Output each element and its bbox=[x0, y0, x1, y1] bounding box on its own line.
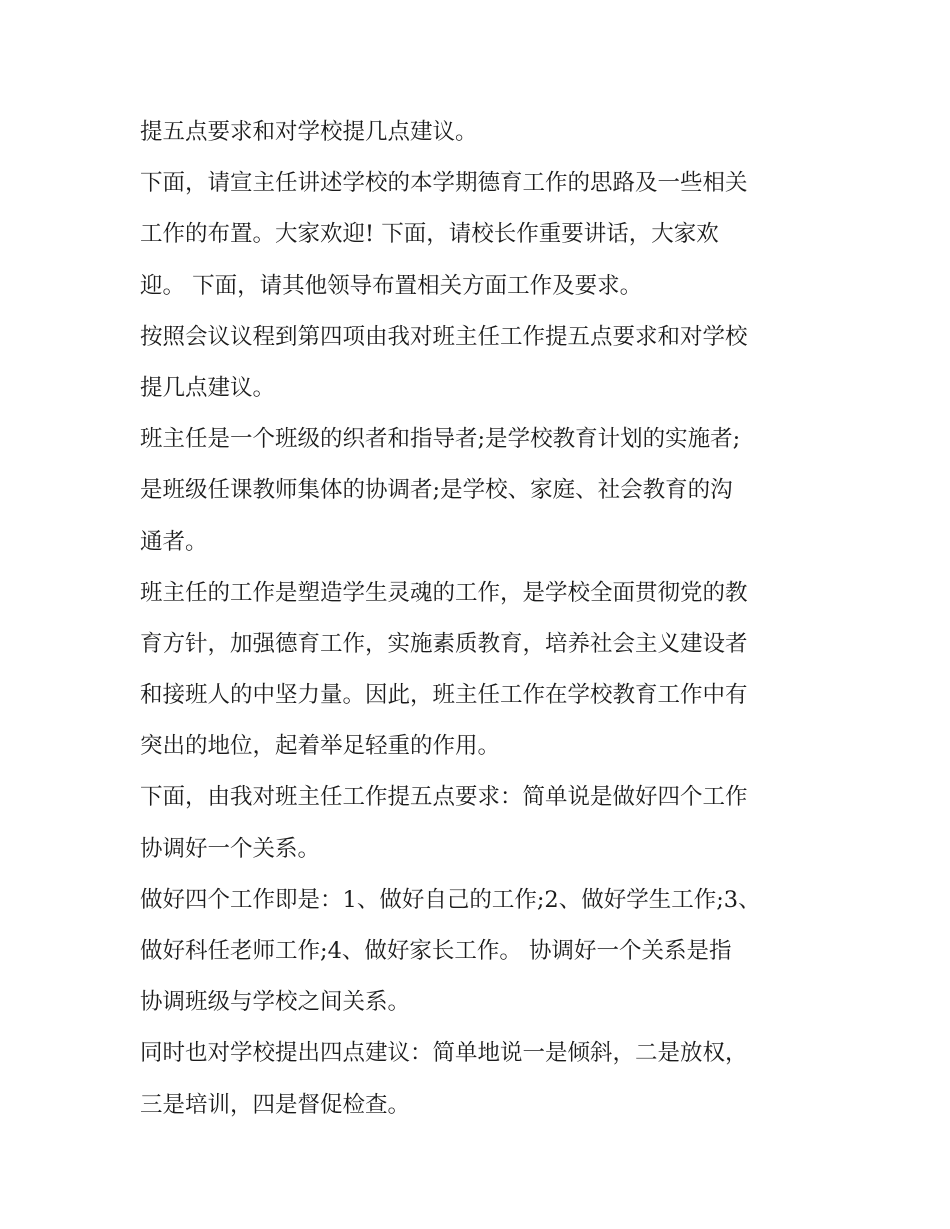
text-line: 协调班级与学校之间关系。 bbox=[140, 989, 411, 1016]
text-line: 协调好一个关系。 bbox=[140, 835, 321, 862]
text-line: 育方针，加强德育工作，实施素质教育，培养社会主义建设者 bbox=[140, 630, 748, 657]
text-line: 按照会议议程到第四项由我对班主任工作提五点要求和对学校 bbox=[140, 323, 748, 350]
text-line: 工作的布置。大家欢迎! 下面，请校长作重要讲话，大家欢 bbox=[140, 221, 719, 248]
text-line: 突出的地位，起着举足轻重的作用。 bbox=[140, 733, 501, 760]
text-line: 做好四个工作即是：1、做好自己的工作;2、做好学生工作;3、 bbox=[140, 886, 761, 913]
text-line: 迎。 下面，请其他领导布置相关方面工作及要求。 bbox=[140, 272, 643, 299]
text-line: 提几点建议。 bbox=[140, 374, 276, 401]
text-line: 做好科任老师工作;4、做好家长工作。 协调好一个关系是指 bbox=[140, 938, 732, 964]
text-line: 和接班人的中坚力量。因此，班主任工作在学校教育工作中有 bbox=[140, 682, 748, 709]
text-line: 通者。 bbox=[140, 528, 208, 555]
text-line: 班主任的工作是塑造学生灵魂的工作，是学校全面贯彻党的教 bbox=[140, 579, 748, 606]
text-line: 是班级任课教师集体的协调者;是学校、家庭、社会教育的沟 bbox=[140, 477, 733, 504]
text-line: 提五点要求和对学校提几点建议。 bbox=[140, 119, 478, 145]
text-line: 下面，请宣主任讲述学校的本学期德育工作的思路及一些相关 bbox=[140, 170, 748, 197]
document-body bbox=[140, 107, 820, 1131]
text-line: 下面，由我对班主任工作提五点要求：简单说是做好四个工作 bbox=[140, 784, 748, 811]
text-line: 同时也对学校提出四点建议：简单地说一是倾斜，二是放权， bbox=[140, 1040, 748, 1067]
text-line: 三是培训，四是督促检查。 bbox=[140, 1091, 411, 1118]
text-line: 班主任是一个班级的织者和指导者;是学校教育计划的实施者; bbox=[140, 426, 741, 453]
